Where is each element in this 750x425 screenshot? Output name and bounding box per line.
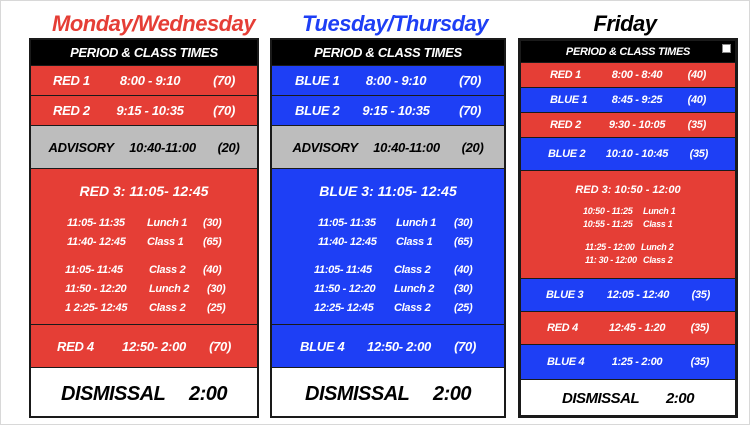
period-blue-1 xyxy=(521,88,735,113)
period-minutes: (70) xyxy=(454,338,476,354)
period-blue-3-block xyxy=(272,169,504,325)
period-header: PERIOD & CLASS TIMES xyxy=(31,40,257,66)
period-blue-2 xyxy=(521,138,735,171)
period-minutes: (70) xyxy=(213,103,235,118)
line-label: Class 2 xyxy=(643,255,673,265)
dismissal-row xyxy=(272,368,504,418)
period-time: 10:40-11:00 xyxy=(129,139,196,155)
period-minutes: (35) xyxy=(687,119,706,131)
dismissal-label: DISMISSAL xyxy=(562,389,640,407)
line-time: 11:50 - 12:20 xyxy=(65,283,127,295)
line-label: Lunch 2 xyxy=(641,242,674,252)
line-label: Class 1 xyxy=(643,219,673,229)
period-name: RED 4 xyxy=(547,322,578,334)
line-label: Lunch 2 xyxy=(394,283,435,295)
period-time: 8:00 - 9:10 xyxy=(119,73,181,88)
period-name: BLUE 1 xyxy=(550,94,588,106)
period-time: 12:50- 2:00 xyxy=(367,338,431,354)
line-label: Lunch 2 xyxy=(149,283,190,295)
period-minutes: (70) xyxy=(459,73,481,88)
period-red-4 xyxy=(31,325,257,368)
period-name: BLUE 3 xyxy=(546,289,584,301)
period-name: RED 2 xyxy=(53,103,90,118)
period-name: BLUE 4 xyxy=(300,338,345,354)
period-minutes: (35) xyxy=(689,148,708,160)
line-time: 11:05- 11:45 xyxy=(314,264,372,276)
period-minutes: (20) xyxy=(461,139,484,155)
period-minutes: (70) xyxy=(459,103,481,118)
period-minutes: (35) xyxy=(690,356,709,368)
line-minutes: (65) xyxy=(203,236,222,248)
tuesday-thursday-title: Tuesday/Thursday xyxy=(302,11,488,36)
period-minutes: (70) xyxy=(213,73,235,88)
line-time: 11: 30 - 12:00 xyxy=(585,255,637,265)
line-minutes: (65) xyxy=(454,236,473,248)
period-red-1 xyxy=(521,63,735,88)
line-time: 1 2:25- 12:45 xyxy=(65,302,128,314)
line-minutes: (25) xyxy=(207,302,226,314)
period-time: 12:05 - 12:40 xyxy=(606,289,670,301)
line-label: Class 2 xyxy=(394,302,431,314)
dismissal-row xyxy=(521,380,735,416)
period-time: 8:00 - 9:10 xyxy=(365,73,427,88)
period-blue-1 xyxy=(272,66,504,96)
period-time: 8:45 - 9:25 xyxy=(611,94,663,106)
line-time: 12:25- 12:45 xyxy=(314,302,374,314)
dismissal-time: 2:00 xyxy=(188,382,227,405)
period-name: ADVISORY xyxy=(48,139,114,155)
line-label: Lunch 1 xyxy=(396,217,437,229)
line-minutes: (25) xyxy=(454,302,473,314)
period-name: BLUE 2 xyxy=(548,148,586,160)
line-label: Lunch 1 xyxy=(147,217,188,229)
period-name: RED 1 xyxy=(550,69,581,81)
period-blue-3-title: BLUE 3: 11:05- 12:45 xyxy=(319,183,457,199)
period-red-3-block xyxy=(31,169,257,325)
period-header: PERIOD & CLASS TIMES xyxy=(521,41,735,63)
line-minutes: (30) xyxy=(203,217,222,229)
period-minutes: (20) xyxy=(217,139,240,155)
dismissal-time: 2:00 xyxy=(665,389,694,407)
line-minutes: (30) xyxy=(454,217,473,229)
period-name: ADVISORY xyxy=(292,139,358,155)
period-name: RED 4 xyxy=(57,338,94,354)
period-time: 12:45 - 1:20 xyxy=(608,322,666,334)
line-label: Class 2 xyxy=(149,302,186,314)
line-time: 11:05- 11:35 xyxy=(318,217,376,229)
line-label: Class 2 xyxy=(149,264,186,276)
period-minutes: (70) xyxy=(209,338,231,354)
friday-title: Friday xyxy=(593,11,657,36)
line-time: 10:55 - 11:25 xyxy=(583,219,633,229)
line-time: 10:50 - 11:25 xyxy=(583,206,633,216)
period-advisory xyxy=(272,126,504,169)
line-label: Class 2 xyxy=(394,264,431,276)
period-red-3-title: RED 3: 11:05- 12:45 xyxy=(79,183,209,199)
line-minutes: (30) xyxy=(207,283,226,295)
line-minutes: (40) xyxy=(454,264,473,276)
friday-schedule xyxy=(518,38,738,418)
line-label: Class 1 xyxy=(147,236,184,248)
period-time: 10:10 - 10:45 xyxy=(605,148,669,160)
period-red-2 xyxy=(31,96,257,126)
line-minutes: (30) xyxy=(454,283,473,295)
line-time: 11:05- 11:45 xyxy=(65,264,123,276)
period-time: 9:30 - 10:05 xyxy=(608,119,666,131)
period-advisory xyxy=(31,126,257,169)
period-time: 9:15 - 10:35 xyxy=(116,103,184,118)
period-blue-2 xyxy=(272,96,504,126)
line-label: Lunch 1 xyxy=(643,206,676,216)
line-label: Class 1 xyxy=(396,236,433,248)
monday-wednesday-title: Monday/Wednesday xyxy=(52,11,256,36)
period-header: PERIOD & CLASS TIMES xyxy=(272,40,504,66)
period-minutes: (40) xyxy=(687,94,706,106)
period-name: RED 1 xyxy=(53,73,90,88)
dismissal-label: DISMISSAL xyxy=(61,382,166,405)
line-time: 11:40- 12:45 xyxy=(67,236,126,248)
period-minutes: (35) xyxy=(691,289,710,301)
line-time: 11:40- 12:45 xyxy=(318,236,377,248)
period-time: 12:50- 2:00 xyxy=(122,338,186,354)
line-minutes: (40) xyxy=(203,264,222,276)
period-time: 9:15 - 10:35 xyxy=(362,103,430,118)
period-blue-4 xyxy=(521,345,735,380)
period-red-3-block xyxy=(521,171,735,279)
period-name: BLUE 2 xyxy=(295,103,340,118)
period-time: 1:25 - 2:00 xyxy=(611,356,663,368)
period-name: BLUE 4 xyxy=(547,356,585,368)
tuesday-thursday-schedule xyxy=(270,38,506,418)
dismissal-time: 2:00 xyxy=(432,382,471,405)
period-red-3-title: RED 3: 10:50 - 12:00 xyxy=(575,184,681,196)
dismissal-label: DISMISSAL xyxy=(305,382,410,405)
period-name: BLUE 1 xyxy=(295,73,340,88)
period-time: 10:40-11:00 xyxy=(373,139,440,155)
line-time: 11:25 - 12:00 xyxy=(585,242,635,252)
dismissal-row xyxy=(31,368,257,418)
monday-wednesday-schedule xyxy=(29,38,259,418)
period-name: RED 2 xyxy=(550,119,581,131)
line-time: 11:50 - 12:20 xyxy=(314,283,376,295)
period-red-4 xyxy=(521,312,735,345)
period-minutes: (35) xyxy=(690,322,709,334)
period-red-2 xyxy=(521,113,735,138)
checkbox-square-icon xyxy=(722,44,731,53)
line-time: 11:05- 11:35 xyxy=(67,217,125,229)
period-blue-4 xyxy=(272,325,504,368)
period-time: 8:00 - 8:40 xyxy=(611,69,663,81)
period-minutes: (40) xyxy=(687,69,706,81)
period-red-1 xyxy=(31,66,257,96)
period-blue-3 xyxy=(521,279,735,312)
